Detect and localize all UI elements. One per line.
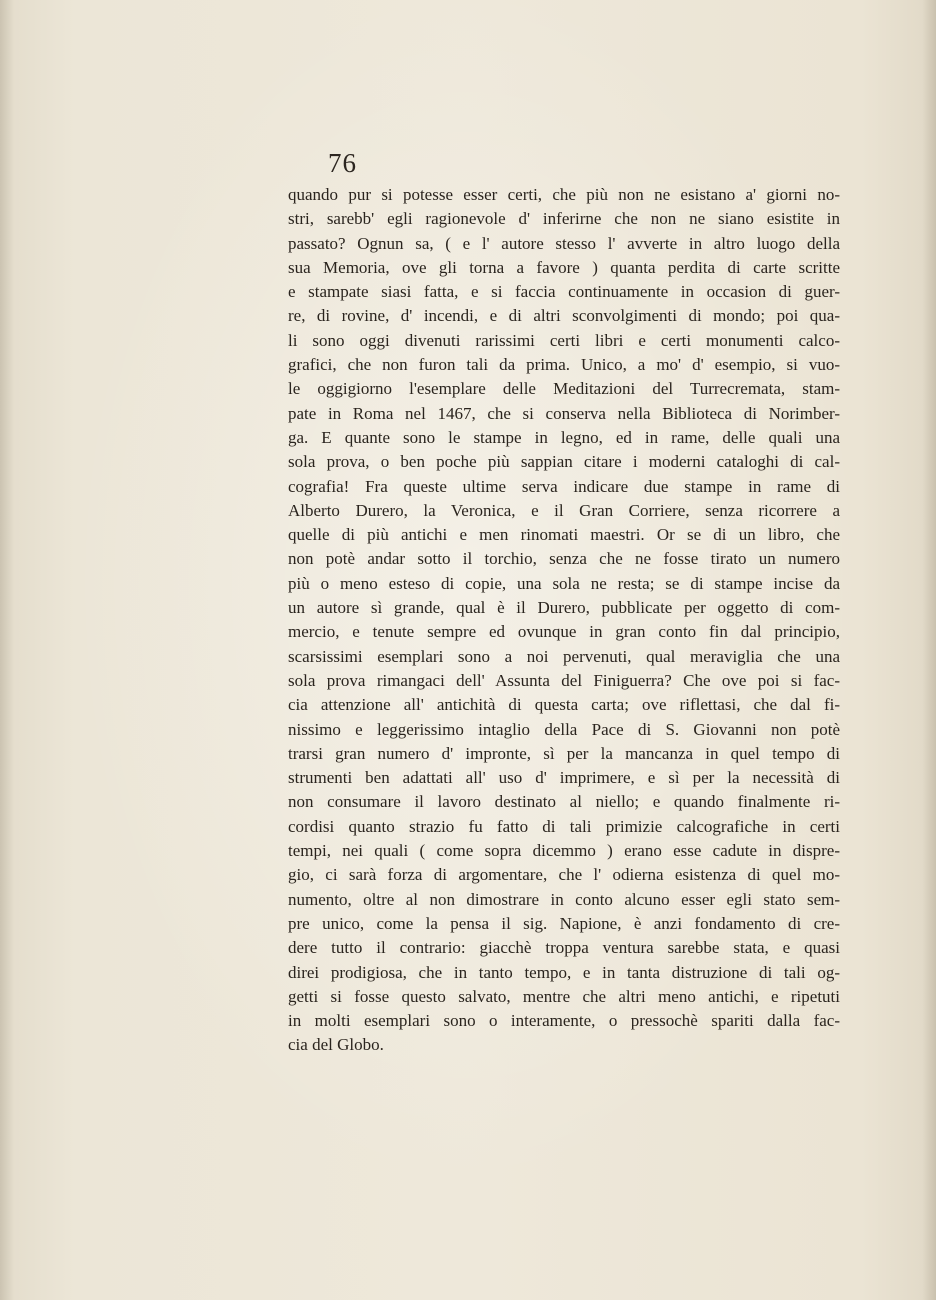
- text-line: passato? Ognun sa, ( e l' autore stesso l' avverte in altro luogo della: [288, 233, 840, 253]
- text-line: stri, sarebb' egli ragionevole d' inferirne che non ne siano esistite in: [288, 209, 840, 229]
- page-edge-left: [0, 0, 14, 1300]
- text-line: sola prova rimangaci dell' Assunta del Finiguerra? Che ove poi si fac-: [288, 670, 840, 690]
- text-line: cografia! Fra queste ultime serva indicare due stampe in rame di: [288, 476, 840, 496]
- text-line: tempi, nei quali ( come sopra dicemmo ) erano esse cadute in dispre-: [288, 841, 840, 861]
- text-line: pre unico, come la pensa il sig. Napione, è anzi fondamento di cre-: [288, 913, 840, 933]
- text-line: cia del Globo.: [288, 1035, 384, 1055]
- text-line: non potè andar sotto il torchio, senza che ne fosse tirato un numero: [288, 549, 840, 569]
- text-line: pate in Roma nel 1467, che si conserva nella Biblioteca di Norimber-: [288, 403, 840, 423]
- text-line: trarsi gran numero d' impronte, sì per la mancanza in quel tempo di: [288, 743, 840, 763]
- text-line: e stampate siasi fatta, e si faccia continuamente in occasion di guer-: [288, 282, 840, 302]
- body-text: [288, 183, 840, 1058]
- text-line: strumenti ben adattati all' uso d' imprimere, e sì per la necessità di: [288, 768, 840, 788]
- text-line: ga. E quante sono le stampe in legno, ed in rame, delle quali una: [288, 427, 840, 447]
- text-line: più o meno esteso di copie, una sola ne resta; se di stampe incise da: [288, 573, 840, 593]
- text-line: cordisi quanto strazio fu fatto di tali primizie calcografiche in certi: [288, 816, 840, 836]
- text-line: mercio, e tenute sempre ed ovunque in gran conto fin dal principio,: [288, 622, 840, 642]
- text-line: gio, ci sarà forza di argomentare, che l' odierna esistenza di quel mo-: [288, 865, 840, 885]
- text-line: scarsissimi esemplari sono a noi pervenuti, qual meraviglia che una: [288, 646, 840, 666]
- text-line: le oggigiorno l'esemplare delle Meditazioni del Turrecremata, stam-: [288, 379, 840, 399]
- page-edge-right: [922, 0, 936, 1300]
- text-line: sua Memoria, ove gli torna a favore ) quanta perdita di carte scritte: [288, 257, 840, 277]
- text-line: sola prova, o ben poche più sappian citare i moderni cataloghi di cal-: [288, 452, 840, 472]
- text-line: dere tutto il contrario: giacchè troppa ventura sarebbe stata, e quasi: [288, 938, 840, 958]
- page-number: 76: [328, 148, 357, 178]
- text-line: quelle di più antichi e men rinomati maestri. Or se di un libro, che: [288, 525, 840, 545]
- text-line: non consumare il lavoro destinato al niello; e quando finalmente ri-: [288, 792, 840, 812]
- text-line: li sono oggi divenuti rarissimi certi libri e certi monumenti calco-: [288, 330, 840, 350]
- text-line: un autore sì grande, qual è il Durero, pubblicate per oggetto di com-: [288, 598, 840, 618]
- text-line: nissimo e leggerissimo intaglio della Pace di S. Giovanni non potè: [288, 719, 840, 739]
- text-line: numento, oltre al non dimostrare in conto alcuno esser egli stato sem-: [288, 889, 840, 909]
- text-line: cia attenzione all' antichità di questa carta; ove riflettasi, che dal fi-: [288, 695, 840, 715]
- text-line: getti si fosse questo salvato, mentre che altri meno antichi, e ripetuti: [288, 986, 840, 1006]
- text-line: direi prodigiosa, che in tanto tempo, e in tanta distruzione di tali og-: [288, 962, 840, 982]
- text-line: Alberto Durero, la Veronica, e il Gran Corriere, senza ricorrere a: [288, 500, 840, 520]
- text-line: grafici, che non furon tali da prima. Unico, a mo' d' esempio, si vuo-: [288, 355, 840, 375]
- text-line: re, di rovine, d' incendi, e di altri sconvolgimenti di mondo; poi qua-: [288, 306, 840, 326]
- text-line: in molti esemplari sono o interamente, o pressochè spariti dalla fac-: [288, 1011, 840, 1031]
- text-line: quando pur si potesse esser certi, che più non ne esistano a' giorni no-: [288, 185, 840, 204]
